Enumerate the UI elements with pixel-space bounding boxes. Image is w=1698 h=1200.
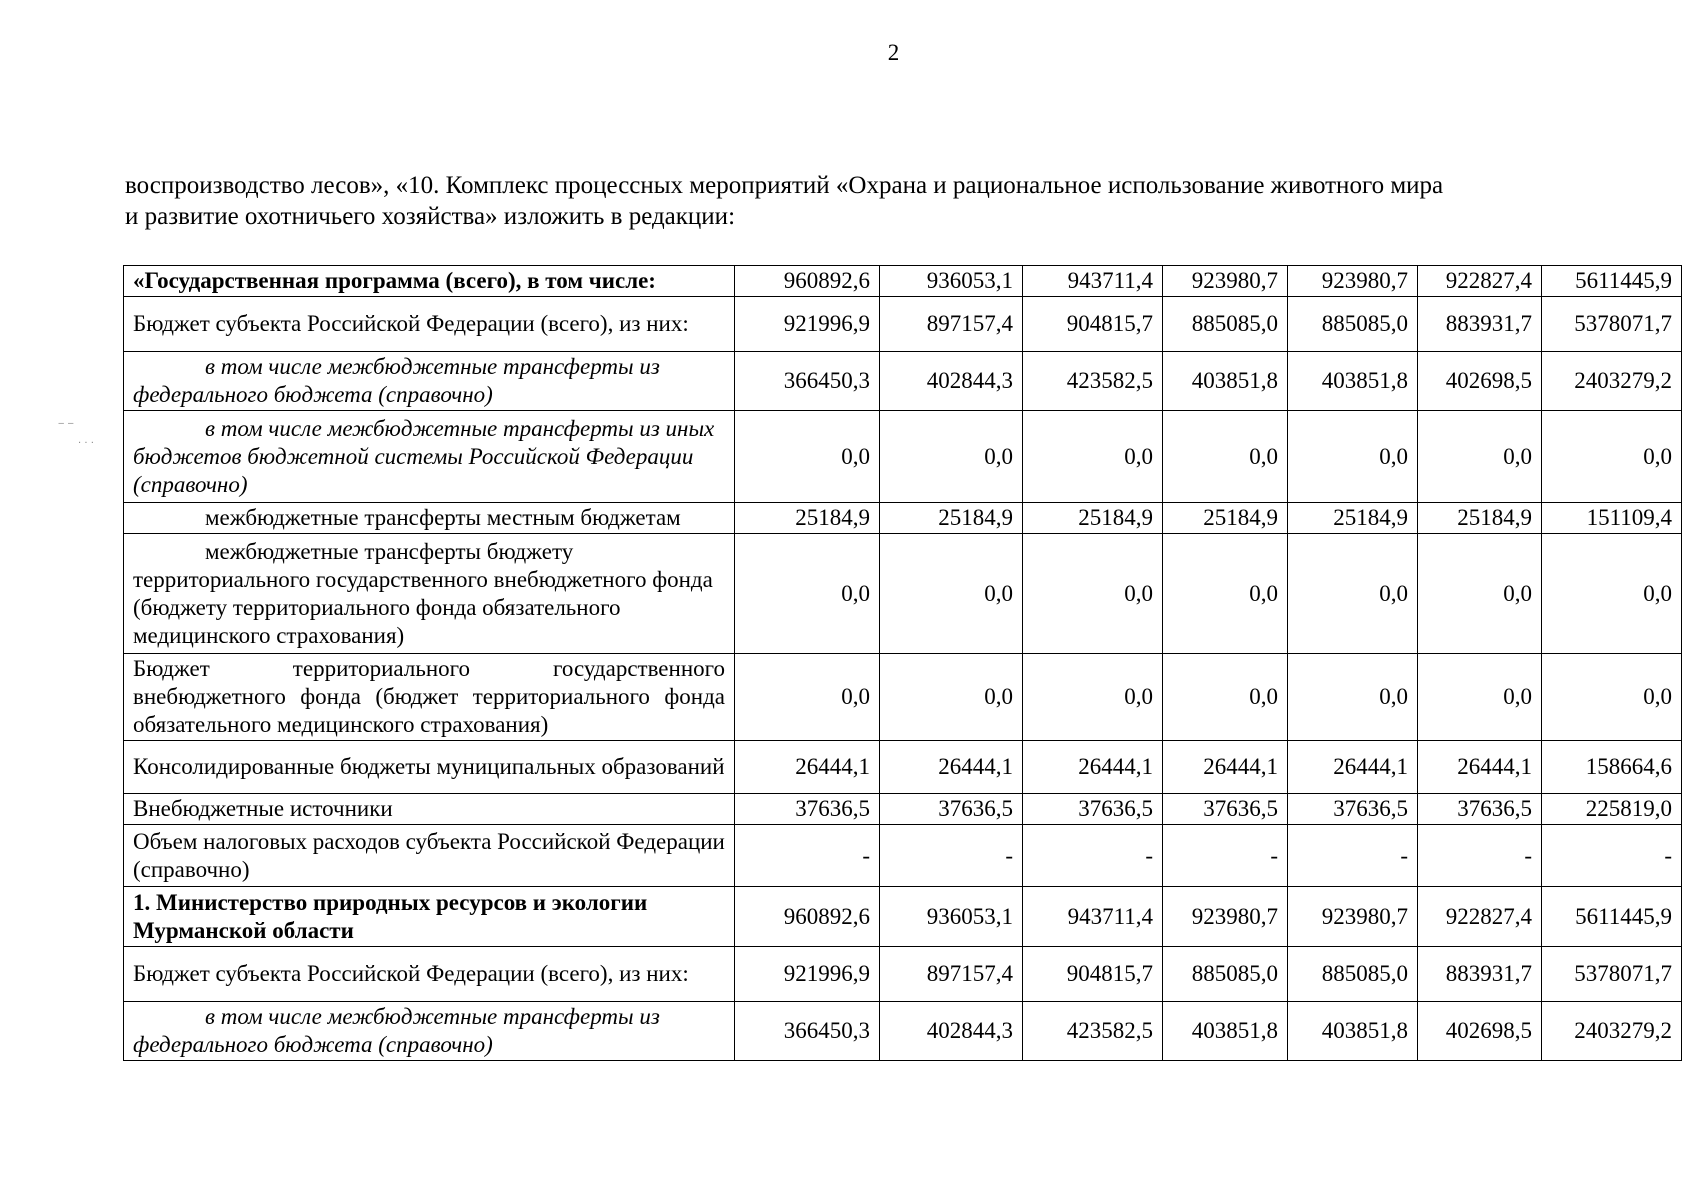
value-cell: 403851,8 xyxy=(1163,1002,1288,1061)
value-cell: 26444,1 xyxy=(880,741,1023,794)
page-number: 2 xyxy=(887,40,900,65)
value-cell: 5378071,7 xyxy=(1542,297,1682,352)
intro-line-1: воспроизводство лесов», «10. Комплекс процессных мероприятий «Охрана и рациональное использование животного мира xyxy=(125,172,1444,199)
intro-paragraph xyxy=(125,170,1685,232)
value-cell: 0,0 xyxy=(880,534,1023,654)
table-row xyxy=(124,947,1682,1002)
value-cell: 402844,3 xyxy=(880,352,1023,411)
value-cell: 403851,8 xyxy=(1288,1002,1418,1061)
table-row xyxy=(124,654,1682,741)
row-label: межбюджетные трансферты бюджету территориального государственного внебюджетного фонда (бюджету территориального фонда обязательного медицинского страхования) xyxy=(124,534,735,654)
value-cell: - xyxy=(1288,825,1418,887)
value-cell: 366450,3 xyxy=(735,1002,880,1061)
table-row xyxy=(124,794,1682,825)
value-cell: 923980,7 xyxy=(1288,887,1418,947)
value-cell: 26444,1 xyxy=(1418,741,1542,794)
table-row xyxy=(124,503,1682,534)
value-cell: 37636,5 xyxy=(1023,794,1163,825)
table-row xyxy=(124,411,1682,503)
table-row xyxy=(124,1002,1682,1061)
scan-artifact-mark: ‒ ‒ xyxy=(58,418,74,429)
value-cell: 0,0 xyxy=(1163,654,1288,741)
value-cell: 2403279,2 xyxy=(1542,352,1682,411)
value-cell: 37636,5 xyxy=(1288,794,1418,825)
value-cell: 0,0 xyxy=(880,411,1023,503)
value-cell: 883931,7 xyxy=(1418,297,1542,352)
value-cell: 402698,5 xyxy=(1418,1002,1542,1061)
value-cell: 0,0 xyxy=(1418,654,1542,741)
table-row xyxy=(124,534,1682,654)
value-cell: 37636,5 xyxy=(1418,794,1542,825)
value-cell: 922827,4 xyxy=(1418,266,1542,297)
table-row xyxy=(124,741,1682,794)
table-row xyxy=(124,887,1682,947)
value-cell: 936053,1 xyxy=(880,887,1023,947)
budget-table-body xyxy=(124,266,1682,1061)
table-row xyxy=(124,352,1682,411)
value-cell: 225819,0 xyxy=(1542,794,1682,825)
value-cell: 5378071,7 xyxy=(1542,947,1682,1002)
value-cell: 921996,9 xyxy=(735,947,880,1002)
value-cell: 25184,9 xyxy=(1023,503,1163,534)
value-cell: - xyxy=(1023,825,1163,887)
row-label: межбюджетные трансферты местным бюджетам xyxy=(124,503,735,534)
value-cell: 904815,7 xyxy=(1023,297,1163,352)
value-cell: 403851,8 xyxy=(1163,352,1288,411)
value-cell: 921996,9 xyxy=(735,297,880,352)
value-cell: 0,0 xyxy=(1542,534,1682,654)
value-cell: 5611445,9 xyxy=(1542,887,1682,947)
value-cell: 943711,4 xyxy=(1023,887,1163,947)
value-cell: 0,0 xyxy=(1288,411,1418,503)
value-cell: 943711,4 xyxy=(1023,266,1163,297)
value-cell: 960892,6 xyxy=(735,266,880,297)
intro-line-2: и развитие охотничьего хозяйства» изложить в редакции: xyxy=(125,203,736,230)
value-cell: 25184,9 xyxy=(1418,503,1542,534)
row-label: Бюджет территориального государственного внебюджетного фонда (бюджет территориального фонда обязательного медицинского страхования) xyxy=(124,654,735,741)
row-label: Внебюджетные источники xyxy=(124,794,735,825)
value-cell: 37636,5 xyxy=(735,794,880,825)
value-cell: 0,0 xyxy=(1288,534,1418,654)
value-cell: 885085,0 xyxy=(1163,297,1288,352)
value-cell: 0,0 xyxy=(880,654,1023,741)
table-row xyxy=(124,266,1682,297)
value-cell: 423582,5 xyxy=(1023,352,1163,411)
value-cell: 402698,5 xyxy=(1418,352,1542,411)
value-cell: - xyxy=(880,825,1023,887)
value-cell: 0,0 xyxy=(1023,534,1163,654)
value-cell: 0,0 xyxy=(735,411,880,503)
value-cell: 0,0 xyxy=(735,654,880,741)
value-cell: 936053,1 xyxy=(880,266,1023,297)
value-cell: 885085,0 xyxy=(1288,947,1418,1002)
value-cell: 403851,8 xyxy=(1288,352,1418,411)
value-cell: 158664,6 xyxy=(1542,741,1682,794)
row-label: в том числе межбюджетные трансферты из федерального бюджета (справочно) xyxy=(124,352,735,411)
value-cell: 2403279,2 xyxy=(1542,1002,1682,1061)
value-cell: 366450,3 xyxy=(735,352,880,411)
value-cell: 923980,7 xyxy=(1163,887,1288,947)
table-row xyxy=(124,825,1682,887)
value-cell: 37636,5 xyxy=(880,794,1023,825)
value-cell: 904815,7 xyxy=(1023,947,1163,1002)
value-cell: 26444,1 xyxy=(1023,741,1163,794)
value-cell: 26444,1 xyxy=(1288,741,1418,794)
value-cell: 0,0 xyxy=(1288,654,1418,741)
row-label: в том числе межбюджетные трансферты из федерального бюджета (справочно) xyxy=(124,1002,735,1061)
value-cell: - xyxy=(1163,825,1288,887)
value-cell: 25184,9 xyxy=(735,503,880,534)
value-cell: 25184,9 xyxy=(1288,503,1418,534)
scan-artifact-mark: · · · xyxy=(78,438,94,449)
value-cell: - xyxy=(1542,825,1682,887)
value-cell: 25184,9 xyxy=(1163,503,1288,534)
value-cell: 0,0 xyxy=(1023,411,1163,503)
value-cell: 402844,3 xyxy=(880,1002,1023,1061)
value-cell: 883931,7 xyxy=(1418,947,1542,1002)
row-label: 1. Министерство природных ресурсов и экологии Мурманской области xyxy=(124,887,735,947)
row-label: Бюджет субъекта Российской Федерации (всего), из них: xyxy=(124,947,735,1002)
value-cell: 26444,1 xyxy=(735,741,880,794)
value-cell: 423582,5 xyxy=(1023,1002,1163,1061)
value-cell: - xyxy=(735,825,880,887)
value-cell: 922827,4 xyxy=(1418,887,1542,947)
value-cell: 885085,0 xyxy=(1288,297,1418,352)
value-cell: 5611445,9 xyxy=(1542,266,1682,297)
value-cell: 0,0 xyxy=(1542,411,1682,503)
value-cell: 923980,7 xyxy=(1163,266,1288,297)
row-label: Бюджет субъекта Российской Федерации (всего), из них: xyxy=(124,297,735,352)
row-label: Объем налоговых расходов субъекта Российской Федерации (справочно) xyxy=(124,825,735,887)
value-cell: 26444,1 xyxy=(1163,741,1288,794)
value-cell: 897157,4 xyxy=(880,947,1023,1002)
value-cell: 0,0 xyxy=(1163,411,1288,503)
value-cell: 25184,9 xyxy=(880,503,1023,534)
row-label: в том числе межбюджетные трансферты из иных бюджетов бюджетной системы Российской Федерации (справочно) xyxy=(124,411,735,503)
value-cell: 0,0 xyxy=(735,534,880,654)
row-label: «Государственная программа (всего), в том числе: xyxy=(124,266,735,297)
value-cell: 0,0 xyxy=(1418,534,1542,654)
value-cell: 923980,7 xyxy=(1288,266,1418,297)
value-cell: 0,0 xyxy=(1163,534,1288,654)
value-cell: - xyxy=(1418,825,1542,887)
budget-table xyxy=(123,265,1682,1061)
value-cell: 0,0 xyxy=(1418,411,1542,503)
value-cell: 0,0 xyxy=(1542,654,1682,741)
value-cell: 885085,0 xyxy=(1163,947,1288,1002)
value-cell: 960892,6 xyxy=(735,887,880,947)
value-cell: 0,0 xyxy=(1023,654,1163,741)
table-row xyxy=(124,297,1682,352)
value-cell: 37636,5 xyxy=(1163,794,1288,825)
value-cell: 897157,4 xyxy=(880,297,1023,352)
row-label: Консолидированные бюджеты муниципальных образований xyxy=(124,741,735,794)
value-cell: 151109,4 xyxy=(1542,503,1682,534)
